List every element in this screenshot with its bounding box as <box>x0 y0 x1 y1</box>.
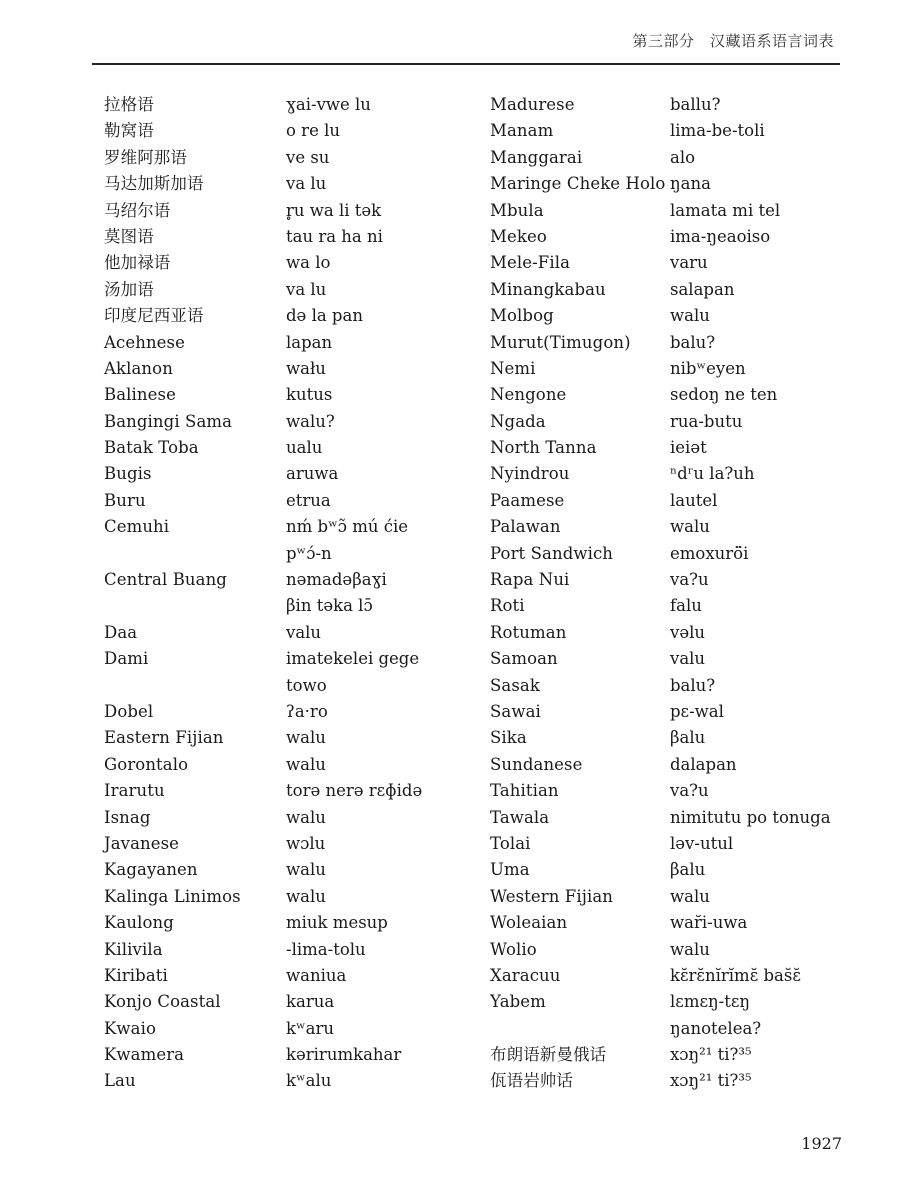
language-name: Mbula <box>490 200 544 220</box>
word-form: βalu <box>670 728 706 748</box>
language-name: Xaracuu <box>490 965 561 985</box>
word-form: walu <box>286 728 326 748</box>
language-name: Kwamera <box>104 1045 185 1065</box>
word-form: də la pan <box>286 306 363 326</box>
word-form: towo <box>286 675 327 695</box>
language-name: Kalinga Linimos <box>104 886 241 906</box>
language-name <box>104 673 241 699</box>
word-form: -lima-tolu <box>286 939 366 959</box>
language-name: Balinese <box>104 385 176 405</box>
word-form: valu <box>286 622 322 642</box>
language-name: Paamese <box>490 490 565 510</box>
language-name: Nyindrou <box>490 464 570 484</box>
word-form: ve su <box>286 147 330 167</box>
word-form: ŋana <box>670 174 711 194</box>
word-form: walu <box>670 306 710 326</box>
word-form: nḿ bʷɔ̃ mú ćie <box>286 517 409 537</box>
language-name: Gorontalo <box>104 754 189 774</box>
word-form: ima-ŋeaoiso <box>670 226 771 246</box>
word-form: walu <box>286 807 326 827</box>
language-name: 布朗语新曼俄话 <box>490 1045 607 1065</box>
word-form: vəlu <box>670 622 705 642</box>
word-form: wɔlu <box>286 833 326 853</box>
word-form: nibʷeyen <box>670 358 746 378</box>
word-form: ualu <box>286 438 323 458</box>
language-name: 佤语岩帅话 <box>490 1071 573 1091</box>
language-name: Minangkabau <box>490 279 606 299</box>
word-form: sedoŋ ne ten <box>670 385 778 405</box>
word-form: imatekelei gege <box>286 649 420 669</box>
word-form: balu? <box>670 332 716 352</box>
word-form: va lu <box>286 279 327 299</box>
word-form: nimitutu po tonuga <box>670 807 831 827</box>
language-name: Samoan <box>490 649 558 669</box>
word-form: va?u <box>670 570 709 590</box>
word-form: walu <box>286 860 326 880</box>
language-name: Sundanese <box>490 754 583 774</box>
language-name: Maringe Cheke Holo <box>490 174 666 194</box>
word-form: xɔŋ²¹ ti?³⁵ <box>670 1045 752 1065</box>
word-form: ɣai-vwe lu <box>286 95 371 114</box>
word-form: falu <box>670 596 702 616</box>
word-form: ⁿdʳu la?uh <box>670 464 755 484</box>
language-name: Tawala <box>490 807 550 827</box>
word-column-1 <box>286 92 422 1095</box>
word-form: ʔa·ro <box>286 701 328 721</box>
word-form: walu? <box>286 411 335 431</box>
page-number: 1927 <box>801 1134 842 1153</box>
word-form: walu <box>670 517 710 537</box>
language-name: Port Sandwich <box>490 543 614 563</box>
language-name <box>104 541 241 567</box>
language-name: 印度尼西亚语 <box>104 306 204 326</box>
language-name: Tolai <box>490 833 531 853</box>
language-name: Palawan <box>490 517 561 537</box>
language-column-2 <box>490 92 665 1095</box>
word-form: va?u <box>670 781 709 801</box>
language-name: Central Buang <box>104 570 227 590</box>
language-name: 莫图语 <box>104 226 154 246</box>
word-form: lamata mi tel <box>670 200 781 220</box>
word-form: ieiət <box>670 438 707 458</box>
word-form: βin təka lɔ̄ <box>286 596 373 616</box>
word-form: nəmadəβaɣi <box>286 570 387 590</box>
language-name: Wolio <box>490 939 537 959</box>
word-form: etrua <box>286 490 331 510</box>
language-name: 勒窝语 <box>104 121 154 141</box>
word-form: alo <box>670 147 696 167</box>
language-name: Uma <box>490 860 530 880</box>
word-form: miuk mesup <box>286 913 388 933</box>
language-name: Konjo Coastal <box>104 992 221 1012</box>
language-name: Rotuman <box>490 622 567 642</box>
language-name: Daa <box>104 622 138 642</box>
language-name: Kwaio <box>104 1018 156 1038</box>
language-name: Sawai <box>490 701 541 721</box>
word-form: walu <box>670 939 710 959</box>
word-form: wa lo <box>286 253 331 273</box>
word-form: xɔŋ²¹ ti?³⁵ <box>670 1071 752 1091</box>
running-header: 第三部分 汉藏语系语言词表 <box>632 32 834 50</box>
word-form: karua <box>286 992 335 1012</box>
language-name: Murut(Timugon) <box>490 332 631 352</box>
language-name: Lau <box>104 1071 136 1091</box>
word-form: balu? <box>670 675 716 695</box>
language-name: North Tanna <box>490 438 597 458</box>
word-form: varu <box>670 253 708 273</box>
language-name: Mekeo <box>490 226 547 246</box>
word-form: lautel <box>670 490 718 510</box>
word-form: pɛ-wal <box>670 701 724 721</box>
word-form: o re lu <box>286 121 340 141</box>
language-name: Woleaian <box>490 913 568 933</box>
word-form: kʷalu <box>286 1071 332 1091</box>
word-form: dalapan <box>670 754 737 774</box>
word-form: kərirumkahar <box>286 1045 402 1065</box>
language-name: Eastern Fijian <box>104 728 224 748</box>
language-name: Acehnese <box>104 332 185 352</box>
word-form: ləv-utul <box>670 833 734 853</box>
language-name: Kilivila <box>104 939 163 959</box>
language-name: 马达加斯加语 <box>104 174 204 194</box>
language-name: Rapa Nui <box>490 570 570 590</box>
language-name: Madurese <box>490 95 575 114</box>
language-name: Dobel <box>104 701 154 721</box>
word-form: βalu <box>670 860 706 880</box>
language-name: 他加禄语 <box>104 253 171 273</box>
language-name: Bangingi Sama <box>104 411 233 431</box>
language-name: Dami <box>104 649 149 669</box>
language-name: Tahitian <box>490 781 559 801</box>
word-form: ballu? <box>670 95 721 114</box>
language-name: Nemi <box>490 358 536 378</box>
language-column-1 <box>104 92 241 1095</box>
language-name: Bugis <box>104 464 152 484</box>
language-name: Ngada <box>490 411 546 431</box>
word-form: rua-butu <box>670 411 743 431</box>
language-name <box>490 1016 665 1042</box>
word-form: kɛ̆rɛ̆nı̆rı̆mɛ̆ bas̆ɛ̆ <box>670 965 801 985</box>
language-name: Batak Toba <box>104 438 199 458</box>
language-name: Kaulong <box>104 913 174 933</box>
word-column-2 <box>670 92 831 1095</box>
word-form: r̥u wa li tək <box>286 200 382 220</box>
word-form: walu <box>286 754 326 774</box>
language-name: Aklanon <box>104 358 173 378</box>
word-form: ŋanotelea? <box>670 1018 762 1038</box>
word-form: aruwa <box>286 464 339 484</box>
word-form: va lu <box>286 174 327 194</box>
word-form: lima-be-toli <box>670 121 765 141</box>
word-form: emoxurö̈i <box>670 543 749 563</box>
word-form: torə nerə rɛɸidə <box>286 781 423 801</box>
language-name: Manam <box>490 121 554 141</box>
word-form: walu <box>286 886 326 906</box>
language-name: Cemuhi <box>104 517 170 537</box>
language-name: Manggarai <box>490 147 583 167</box>
language-name: Nengone <box>490 385 567 405</box>
language-name: Yabem <box>490 992 546 1012</box>
language-name: Roti <box>490 596 525 616</box>
word-form: salapan <box>670 279 735 299</box>
word-form: kutus <box>286 385 333 405</box>
language-name: Sika <box>490 728 527 748</box>
word-form: wału <box>286 358 326 378</box>
language-name: Kagayanen <box>104 860 198 880</box>
word-form: pʷɔ́-n <box>286 543 332 563</box>
language-name: 马绍尔语 <box>104 200 171 220</box>
word-form: tau ra ha ni <box>286 226 383 246</box>
language-name: 罗维阿那语 <box>104 147 187 167</box>
word-form: walu <box>670 886 710 906</box>
language-name <box>104 593 241 619</box>
language-name: Molbog <box>490 306 554 326</box>
language-name: Isnag <box>104 807 151 827</box>
word-form: kʷaru <box>286 1018 335 1038</box>
language-name: Sasak <box>490 675 540 695</box>
language-name: Mele-Fila <box>490 253 571 273</box>
language-name: Buru <box>104 490 146 510</box>
language-name: Irarutu <box>104 781 165 801</box>
language-name: 拉格语 <box>104 95 154 114</box>
word-form: lɛmɛŋ-tɛŋ <box>670 992 751 1012</box>
language-name: Javanese <box>104 833 180 853</box>
word-form: lapan <box>286 332 333 352</box>
language-name: Western Fijian <box>490 886 613 906</box>
language-name: 汤加语 <box>104 279 154 299</box>
header-rule <box>92 63 840 65</box>
word-form: waniua <box>286 965 347 985</box>
word-form: valu <box>670 649 706 669</box>
language-name: Kiribati <box>104 965 168 985</box>
word-form: war̆i-uwa <box>670 913 748 933</box>
